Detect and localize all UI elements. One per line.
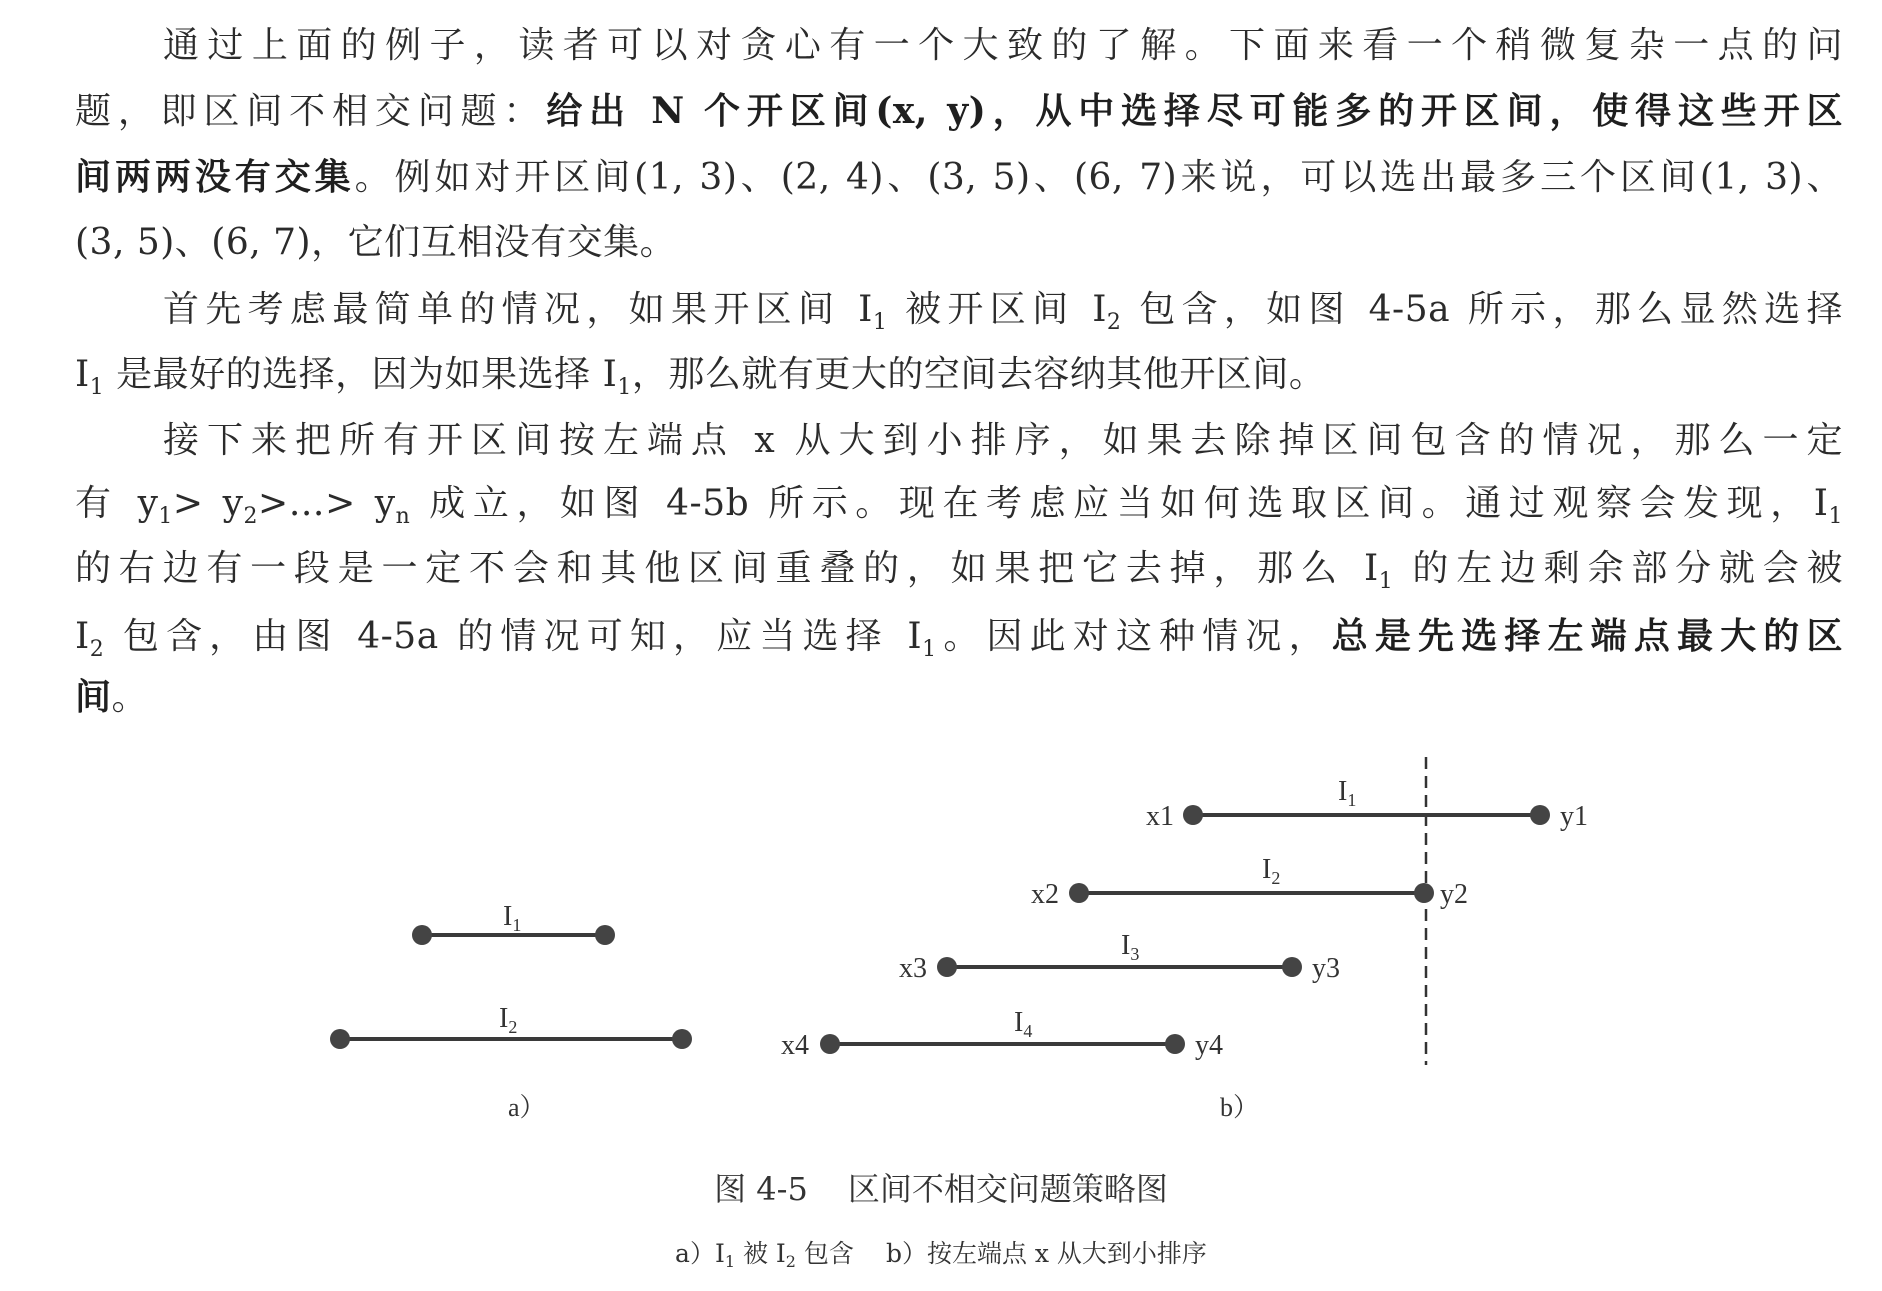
subcaption-a: $a)I_1$ 被 $I_2$ 包含 (675, 1239, 854, 1271)
text-segment: > y (172, 483, 244, 524)
text-segment: 包含，如图 4-5a 所示，那么显然选择 (1121, 289, 1843, 330)
subscript: 1 (872, 310, 888, 335)
right-endpoint-label: y2 (1440, 879, 1468, 910)
left-endpoint-label: x2 (1031, 879, 1059, 910)
right-endpoint-label: y4 (1195, 1030, 1223, 1061)
left-endpoint-label: x1 (1146, 801, 1174, 832)
endpoint-dot (595, 925, 615, 945)
text-segment: 的左边剩余部分就会被 (1393, 548, 1843, 589)
text-segment: ，那么就有更大的空间去容纳其他开区间。 (631, 354, 1326, 395)
interval-label: $I_1$ (1338, 776, 1357, 810)
endpoint-dot (1183, 805, 1203, 825)
text-segment: 包含，由图 4-5a 的情况可知，应当选择 I (104, 616, 923, 657)
subscript: 2 (1106, 310, 1122, 335)
text-segment: 有 y (75, 483, 159, 524)
interval-i1-b (1146, 776, 1588, 832)
endpoint-dot (1069, 883, 1089, 903)
panel-b-label: b） (1220, 1093, 1260, 1122)
text-segment: I (75, 354, 90, 395)
left-endpoint-label: x3 (899, 953, 927, 984)
text-segment: >…> y (257, 483, 396, 524)
figure-number: 图 4-5 (714, 1170, 808, 1208)
text-segment: 通过上面的例子，读者可以对贪心有一个大致的了解。下面来看一个稍微复杂一点的问 (163, 25, 1843, 66)
subscript: 1 (922, 637, 937, 662)
left-endpoint-label: x4 (781, 1030, 809, 1061)
figure-title: 区间不相交问题策略图 (847, 1170, 1168, 1208)
interval-i4-b (781, 1007, 1223, 1061)
endpoint-dot (330, 1029, 350, 1049)
endpoint-dot (1282, 957, 1302, 977)
endpoint-dot (672, 1029, 692, 1049)
right-endpoint-label: y3 (1312, 953, 1340, 984)
subscript: n (395, 504, 411, 529)
interval-i3-b (899, 930, 1340, 984)
text-segment: 是最好的选择，因为如果选择 I (104, 354, 618, 395)
bold-text: 给出 N 个开区间(x, y)，从中选择尽可能多的开区间，使得这些开区 (546, 90, 1843, 132)
interval-i1-a (412, 901, 615, 945)
text-segment: 题，即区间不相交问题： (75, 91, 547, 132)
interval-label: $I_1$ (503, 901, 522, 935)
endpoint-dot (820, 1034, 840, 1054)
interval-i2-a (330, 1003, 692, 1049)
endpoint-dot (937, 957, 957, 977)
subscript: 1 (1378, 569, 1394, 594)
interval-i2-b (1031, 854, 1468, 910)
text-segment: 的右边有一段是一定不会和其他区间重叠的，如果把它去掉，那么 I (75, 548, 1379, 589)
panel-a (330, 901, 692, 1122)
text-segment: 被开区间 I (887, 289, 1107, 330)
text-segment: 首先考虑最简单的情况，如果开区间 I (163, 289, 873, 330)
bold-text: 总是先选择左端点最大的区 (1331, 615, 1843, 657)
panel-b (781, 757, 1588, 1122)
subcaption-b: b）按左端点 x 从大到小排序 (885, 1239, 1207, 1268)
text-segment: 。因此对这种情况， (936, 616, 1332, 657)
endpoint-dot (412, 925, 432, 945)
text-segment: (3, 5)、(6, 7)，它们互相没有交集。 (75, 222, 677, 263)
subscript: 1 (89, 375, 105, 400)
subscript: 1 (617, 375, 632, 400)
subscript: 2 (89, 637, 105, 662)
interval-label: $I_3$ (1121, 930, 1140, 964)
right-endpoint-label: y1 (1560, 801, 1588, 832)
subscript: 2 (243, 504, 258, 529)
text-segment: I (75, 616, 90, 657)
figure-subcaption (0, 1234, 1882, 1271)
text-segment: 成立，如图 4-5b 所示。现在考虑应当如何选取区间。通过观察会发现，I (410, 483, 1829, 524)
interval-label: $I_2$ (1262, 854, 1281, 888)
bold-text: 间 (75, 676, 112, 718)
endpoint-dot (1165, 1034, 1185, 1054)
subscript: 1 (1828, 504, 1843, 529)
interval-label: $I_2$ (499, 1003, 518, 1037)
subscript: 1 (158, 504, 173, 529)
endpoint-dot (1530, 805, 1550, 825)
text-segment: 接下来把所有开区间按左端点 x 从大到小排序，如果去除掉区间包含的情况，那么一定 (163, 420, 1843, 461)
text-segment: 。 (111, 677, 149, 718)
endpoint-dot (1414, 883, 1434, 903)
figure-caption (0, 1164, 1882, 1210)
panel-a-label: a） (508, 1093, 546, 1122)
text-segment: 。例如对开区间(1, 3)、(2, 4)、(3, 5)、(6, 7)来说，可以选出最多三个区间(1, 3)、 (354, 157, 1843, 198)
interval-label: $I_4$ (1014, 1007, 1033, 1041)
bold-text: 间两两没有交集 (75, 156, 355, 198)
